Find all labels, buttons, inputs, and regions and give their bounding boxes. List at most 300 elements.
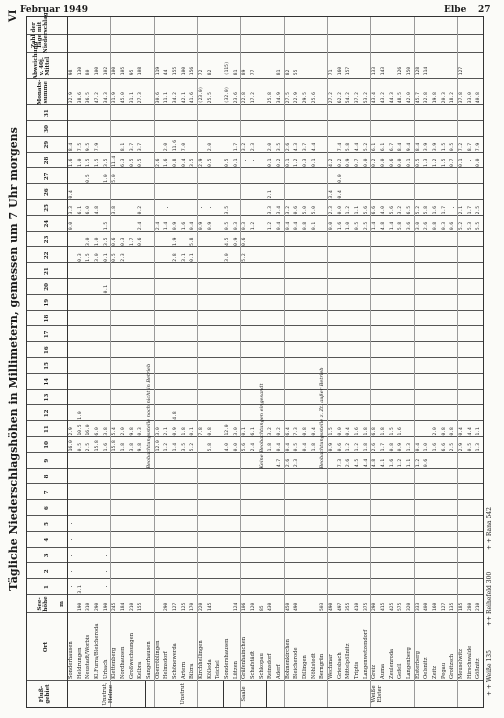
station-name: Mittelpöllnitz — [345, 643, 352, 679]
daily-value: 2.5 — [476, 206, 482, 215]
daily-value: 0.4 — [276, 221, 282, 231]
daily-value: 0.5 — [294, 443, 300, 452]
daily-value: 1.4 — [172, 443, 178, 452]
monthly-sum: 37.8 — [458, 92, 464, 104]
station-name: Schönewerda — [171, 643, 178, 679]
daily-value: 6.1 — [250, 427, 256, 436]
station-name: Gefell — [397, 663, 404, 679]
daily-value: 0.5 — [138, 158, 144, 167]
station-elevation: 333 — [415, 602, 421, 611]
daily-value: 1.2 — [415, 458, 421, 468]
header-rule — [67, 17, 68, 707]
daily-value: 0.6 — [112, 237, 118, 246]
daily-value: 0.8 — [207, 427, 213, 436]
header-day-6: 6 — [44, 506, 50, 511]
daily-value: 0.6 — [138, 237, 144, 246]
monthly-sum: 47.2 — [94, 92, 100, 104]
daily-value: 3.8 — [129, 443, 135, 452]
station-elevation: 135 — [450, 602, 456, 611]
monthly-sum: 23.6 — [233, 92, 239, 104]
daily-value: 0.1 — [268, 158, 274, 167]
daily-value: 1.6 — [354, 427, 360, 436]
station-name: Helmsdorf — [163, 651, 170, 679]
daily-value: 0.5 — [224, 158, 230, 167]
daily-value: 0.3 — [233, 221, 239, 231]
daily-value: 6.8 — [372, 427, 378, 436]
daily-value: 1.0 — [103, 174, 109, 183]
mean-deviation: 82 — [207, 69, 213, 76]
daily-value: 2.3 — [120, 253, 126, 262]
station-name: Großwechsungen — [128, 632, 135, 679]
station-elevation: 190 — [103, 602, 109, 611]
header-day-19: 19 — [44, 298, 50, 307]
table-annotation: Beobachtungsstelle z. Zt. außer Betrieb — [319, 367, 326, 469]
daily-value: 9.8 — [129, 427, 135, 436]
monthly-sum: 31.9 — [112, 92, 118, 104]
daily-value: 0.3 — [441, 221, 447, 231]
daily-value: 1.1 — [406, 458, 412, 468]
daily-value: 3.7 — [129, 142, 135, 152]
station-elevation: 497 — [337, 602, 343, 611]
daily-value: 2.6 — [155, 158, 161, 167]
station-name: Urbach — [102, 659, 109, 679]
daily-value: 0.0 — [476, 158, 482, 167]
mean-deviation: 55 — [294, 69, 300, 76]
header-tage: Zahl der Tage mit Niederschlag — [31, 12, 49, 54]
daily-value: 2.3 — [328, 206, 334, 215]
daily-value: 3.5 — [103, 158, 109, 167]
monthly-sum: 34.3 — [103, 92, 109, 104]
daily-value: 0.1 — [458, 158, 464, 167]
header-day-16: 16 — [44, 346, 50, 354]
daily-value: 2.0 — [268, 142, 274, 152]
trace-dot — [453, 207, 454, 208]
header-day-4: 4 — [44, 537, 50, 542]
daily-value: 0.5 — [354, 221, 360, 231]
daily-value: 2.0 — [164, 142, 170, 152]
trace-dot — [210, 207, 211, 208]
station-elevation: 375 — [363, 602, 369, 611]
monthly-sum: 45.7 — [415, 92, 421, 104]
monthly-sum: 48.5 — [398, 92, 404, 104]
trace-dot — [201, 207, 202, 208]
station-name: Artern — [180, 661, 187, 679]
mean-deviation: 157 — [346, 66, 352, 76]
station-name: Kl.Furra/Bleicheroda — [93, 623, 100, 679]
daily-value: 12.0 — [224, 424, 230, 436]
daily-value: 5.2 — [458, 221, 464, 231]
daily-value: 3.2 — [285, 206, 291, 215]
monthly-sum: (32.0) — [224, 86, 230, 104]
row-rule — [154, 17, 155, 707]
station-elevation: 425 — [389, 602, 395, 611]
trace-dot — [167, 207, 168, 208]
daily-value: 8.4 — [415, 142, 421, 152]
daily-value: 8.4 — [398, 142, 404, 152]
daily-value: 0.4 — [294, 221, 300, 231]
trace-dot — [71, 523, 72, 524]
daily-value: 2.6 — [285, 458, 291, 468]
monthly-sum: 33.0 — [467, 92, 473, 104]
daily-value: 1.0 — [77, 158, 83, 167]
page-number: 27 — [478, 5, 491, 15]
daily-value: 3.2 — [268, 427, 274, 436]
daily-value: 2.4 — [138, 221, 144, 231]
monthly-sum: 43.4 — [372, 92, 378, 104]
daily-value: 0.4 — [311, 427, 317, 436]
header-day-30: 30 — [44, 125, 50, 133]
daily-value: 0.9 — [207, 221, 213, 231]
station-name: Meuselwitz — [457, 648, 464, 679]
daily-value: 1.0 — [94, 237, 100, 246]
header-day-21: 21 — [44, 267, 50, 275]
monthly-sum: 27.3 — [138, 92, 144, 104]
station-name: Kölleda — [206, 659, 213, 679]
station-elevation: 125 — [181, 602, 187, 611]
mean-deviation: 98 — [68, 69, 74, 76]
daily-value: 0.6 — [450, 221, 456, 231]
daily-value: 1.2 — [354, 443, 360, 452]
daily-value: 9.5 — [86, 142, 92, 152]
daily-value: 2.6 — [285, 142, 291, 152]
daily-value: 1.7 — [380, 443, 386, 452]
daily-value: 1.2 — [346, 443, 352, 452]
monthly-sum: 62.2 — [337, 92, 343, 104]
station-name: Kelbra — [137, 661, 144, 679]
daily-value: 3.5 — [276, 142, 282, 152]
header-day-9: 9 — [44, 458, 50, 463]
daily-value: 0.6 — [337, 443, 343, 452]
daily-value: 7.5 — [77, 142, 83, 152]
mean-deviation: 77 — [250, 69, 256, 76]
daily-value: 3.7 — [138, 142, 144, 152]
station-name: Bilzra — [189, 663, 196, 679]
daily-value: 3.3 — [68, 206, 74, 215]
footer-note-left: + + Weiße 135 — [486, 650, 493, 696]
daily-value: 2.1 — [268, 190, 274, 199]
station-elevation: 210 — [129, 602, 135, 611]
daily-value: 0.6 — [424, 458, 430, 468]
daily-value: 4.0 — [224, 443, 230, 452]
daily-value: 0.8 — [302, 427, 308, 436]
river-basin-label: Saale — [240, 686, 247, 702]
monthly-sum: 40.8 — [476, 92, 482, 104]
daily-value: 2.4 — [250, 443, 256, 452]
daily-value: 5.4 — [112, 427, 118, 436]
daily-value: 1.1 — [476, 427, 482, 436]
station-elevation: 120 — [250, 602, 256, 611]
station-name: Wechmar — [327, 654, 334, 679]
daily-value: 4.8 — [94, 206, 100, 215]
daily-value: 9.8 — [138, 443, 144, 452]
daily-value: 7.8 — [198, 427, 204, 436]
station-elevation: 124 — [233, 602, 239, 611]
header-day-14: 14 — [44, 377, 50, 386]
daily-value: 0.9 — [198, 221, 204, 231]
daily-value: 3.7 — [302, 142, 308, 152]
header-day-7: 7 — [44, 490, 50, 495]
daily-value: 3.1 — [181, 253, 187, 262]
station-name: Bohnenkirchen — [284, 639, 291, 679]
header-seehoehe-unit: m — [59, 601, 65, 607]
footer-note-mid: ++ Reihefeld 300 — [486, 571, 493, 626]
daily-value: 0.0 — [380, 158, 386, 167]
daily-value: 3.0 — [415, 221, 421, 231]
daily-value: 0.8 — [302, 221, 308, 231]
daily-value: 1.2 — [346, 206, 352, 215]
footer-note-right: + + Rana 542 — [486, 507, 493, 550]
daily-value: 2.5 — [363, 221, 369, 231]
daily-value: 8.7 — [467, 142, 473, 152]
table-annotation: Keine Beobachtungen eingesandt — [258, 383, 265, 469]
daily-value: 1.0 — [77, 411, 83, 420]
daily-value: 3.5 — [181, 443, 187, 452]
monthly-sum: 38.6 — [77, 92, 83, 104]
station-elevation: 245 — [112, 602, 118, 611]
daily-value: 5.0 — [302, 206, 308, 215]
daily-value: 4.4 — [311, 142, 317, 152]
header-day-1: 1 — [44, 585, 50, 590]
daily-value: 1.5 — [86, 253, 92, 262]
daily-value: 1.8 — [380, 427, 386, 436]
station-name: Sonderhausen — [67, 641, 74, 679]
daily-value: 1.5 — [441, 142, 447, 152]
header-day-17: 17 — [44, 330, 50, 339]
header-day-8: 8 — [44, 474, 50, 479]
daily-value: 3.2 — [398, 206, 404, 215]
daily-value: 2.0 — [432, 427, 438, 436]
running-header-left: Februar 1949 — [20, 5, 88, 15]
daily-value: 15.8 — [112, 440, 118, 452]
daily-value: 2.9 — [68, 427, 74, 436]
daily-value: 3.5 — [190, 158, 196, 167]
monthly-sum: 34.9 — [276, 92, 282, 104]
daily-value: 1.0 — [346, 221, 352, 231]
header-day-23: 23 — [44, 235, 50, 244]
monthly-sum: 54.2 — [346, 92, 352, 104]
daily-value: 1.8 — [363, 443, 369, 452]
mean-deviation: (115) — [224, 61, 230, 76]
daily-value: 6.6 — [441, 443, 447, 452]
daily-value: 4.4 — [467, 427, 473, 436]
header-day-26: 26 — [44, 188, 50, 196]
mean-deviation: 100 — [112, 66, 118, 76]
daily-value: 0.1 — [233, 158, 239, 167]
header-day-31: 31 — [44, 109, 50, 117]
header-day-18: 18 — [44, 314, 50, 323]
daily-value: 0.7 — [450, 158, 456, 167]
station-elevation: 355 — [346, 602, 352, 611]
monthly-sum: 42.1 — [181, 92, 187, 104]
daily-value: 3.5 — [224, 206, 230, 215]
daily-value: 1.6 — [389, 458, 395, 468]
daily-value: 0.1 — [311, 221, 317, 231]
daily-value: 0.5 — [129, 158, 135, 167]
monthly-sum: 22.8 — [242, 92, 248, 104]
daily-value: 1.4 — [389, 221, 395, 231]
river-basin-label: Weiße Elster — [370, 685, 383, 703]
station-elevation: 106 — [242, 602, 248, 611]
station-name: Aderf — [275, 664, 282, 679]
river-basin-label: Unstrut — [180, 683, 186, 705]
station-name: Schafstädt — [249, 650, 256, 679]
daily-value: 1.3 — [476, 443, 482, 452]
daily-value: 1.5 — [94, 158, 100, 167]
daily-value: 3.0 — [86, 237, 92, 246]
daily-value: 1.6 — [68, 158, 74, 167]
station-elevation: 503 — [320, 602, 326, 611]
daily-value: 2.3 — [250, 142, 256, 152]
daily-value: 0.4 — [458, 427, 464, 436]
station-name: Bleicherode — [293, 647, 300, 679]
monthly-sum: 25.8 — [268, 92, 274, 104]
daily-value: 0.4 — [285, 443, 291, 452]
station-name: Nöhlstedt — [310, 653, 317, 679]
trace-dot — [71, 555, 72, 556]
daily-value: 4.0 — [380, 206, 386, 215]
station-elevation: 290 — [372, 602, 378, 611]
trace-dot — [71, 587, 72, 588]
daily-value: 0.2 — [276, 427, 282, 436]
mean-deviation: 155 — [172, 66, 178, 76]
monthly-sum: 25.6 — [311, 92, 317, 104]
mean-deviation: 156 — [190, 66, 196, 76]
daily-value: 1.3 — [424, 158, 430, 167]
mean-deviation: 119 — [155, 66, 161, 76]
daily-value: 4.5 — [224, 237, 230, 246]
daily-value: 1.5 — [389, 427, 395, 436]
daily-value: 5.5 — [476, 221, 482, 231]
daily-value: 1.2 — [294, 158, 300, 167]
monthly-sum: 18.2 — [450, 92, 456, 104]
precipitation-table — [26, 12, 484, 708]
station-elevation: 145 — [207, 602, 213, 611]
daily-value: 2.1 — [164, 427, 170, 436]
mean-deviation: 95 — [129, 69, 135, 76]
monthly-sum: 43.2 — [380, 92, 386, 104]
daily-value: 2.6 — [346, 458, 352, 468]
station-name: Reinsdorf — [267, 653, 274, 679]
daily-value: 0.5 — [467, 443, 473, 452]
daily-value: 4.2 — [328, 158, 334, 167]
station-name: Neustadt/Worbis — [85, 634, 92, 679]
header-day-10: 10 — [44, 441, 50, 449]
daily-value: 1.2 — [432, 158, 438, 167]
daily-value: 0.7 — [354, 158, 360, 167]
station-name: Berngrün — [319, 653, 326, 679]
daily-value: 3.0 — [94, 253, 100, 262]
daily-value: 6.1 — [77, 206, 83, 215]
daily-value: 1.6 — [337, 221, 343, 231]
daily-value: 0.1 — [311, 158, 317, 167]
station-name: Auma — [379, 663, 386, 679]
station-name: Lützen — [232, 660, 239, 679]
daily-value: 8.4 — [68, 142, 74, 152]
daily-value: 0.5 — [207, 158, 213, 167]
station-name: Zeulenroda — [388, 648, 395, 679]
daily-value: 0.3 — [138, 427, 144, 436]
daily-value: 0.5 — [450, 142, 456, 152]
trace-dot — [106, 571, 107, 572]
daily-value: 0.9 — [346, 158, 352, 167]
daily-value: 3.1 — [77, 585, 83, 594]
daily-value: 3.9 — [424, 142, 430, 152]
daily-value: 3.0 — [233, 427, 239, 436]
station-elevation: 450 — [285, 602, 291, 611]
station-elevation: 310 — [86, 602, 92, 611]
mean-deviation: 44 — [164, 69, 170, 76]
header-day-5: 5 — [44, 522, 50, 526]
daily-value: 1.5 — [103, 221, 109, 231]
header-ort: Ort — [43, 641, 49, 653]
trace-dot — [245, 160, 246, 161]
daily-value: 5.2 — [363, 142, 369, 152]
mean-deviation: 72 — [198, 69, 204, 76]
daily-value: 3.2 — [242, 142, 248, 152]
daily-value: 2.3 — [294, 458, 300, 468]
station-name: Gößnitz — [475, 658, 482, 679]
monthly-sum: 20.3 — [441, 92, 447, 104]
station-elevation: 415 — [380, 602, 386, 611]
station-name: Griesbach — [336, 652, 343, 679]
header-seehoehe: See-höhe — [37, 596, 49, 612]
mean-deviation: 102 — [103, 66, 109, 76]
daily-value: 1.3 — [406, 443, 412, 452]
daily-value: 2.4 — [155, 221, 161, 231]
daily-value: 1.4 — [372, 221, 378, 231]
daily-value: 5.0 — [311, 206, 317, 215]
monthly-sum: 53.2 — [363, 92, 369, 104]
group-rule — [483, 681, 484, 707]
daily-value: 0.6 — [294, 206, 300, 215]
daily-value: 0.1 — [190, 427, 196, 436]
daily-value: 5.2 — [415, 206, 421, 215]
daily-value: 1.0 — [424, 443, 430, 452]
monthly-sum: 22.9 — [294, 92, 300, 104]
station-name: Zeitz — [431, 665, 438, 679]
mean-deviation: 128 — [415, 66, 421, 76]
daily-value: 5.8 — [207, 443, 213, 452]
mean-deviation: 126 — [398, 66, 404, 76]
mean-deviation: 105 — [120, 66, 126, 76]
station-elevation: 127 — [172, 602, 178, 611]
daily-value: 0.8 — [389, 443, 395, 452]
monthly-sum: 32.9 — [68, 92, 74, 104]
daily-value: 0.4 — [285, 221, 291, 231]
daily-value: 6.0 — [86, 206, 92, 215]
daily-value: 1.5 — [441, 158, 447, 167]
monthly-sum: 17.2 — [250, 92, 256, 104]
daily-value: 0.0 — [337, 206, 343, 215]
daily-value: 5.8 — [424, 206, 430, 215]
daily-value: 6.4 — [285, 427, 291, 436]
daily-value: 1.8 — [268, 443, 274, 452]
daily-value: 0.8 — [432, 221, 438, 231]
header-day-12: 12 — [44, 409, 50, 418]
daily-value: 0.9 — [172, 221, 178, 231]
daily-value: 6.3 — [120, 158, 126, 167]
daily-value: 5.2 — [190, 443, 196, 452]
daily-value: 0.2 — [337, 158, 343, 167]
daily-value: 0.0 — [337, 174, 343, 183]
daily-value: 5.6 — [389, 206, 395, 215]
daily-value: 0.1 — [242, 427, 248, 436]
daily-value: 16.0 — [68, 440, 74, 452]
daily-value: 4.8 — [380, 221, 386, 231]
daily-value: 0.0 — [363, 158, 369, 167]
daily-value: 5.6 — [363, 206, 369, 215]
header-day-3: 3 — [44, 553, 50, 558]
